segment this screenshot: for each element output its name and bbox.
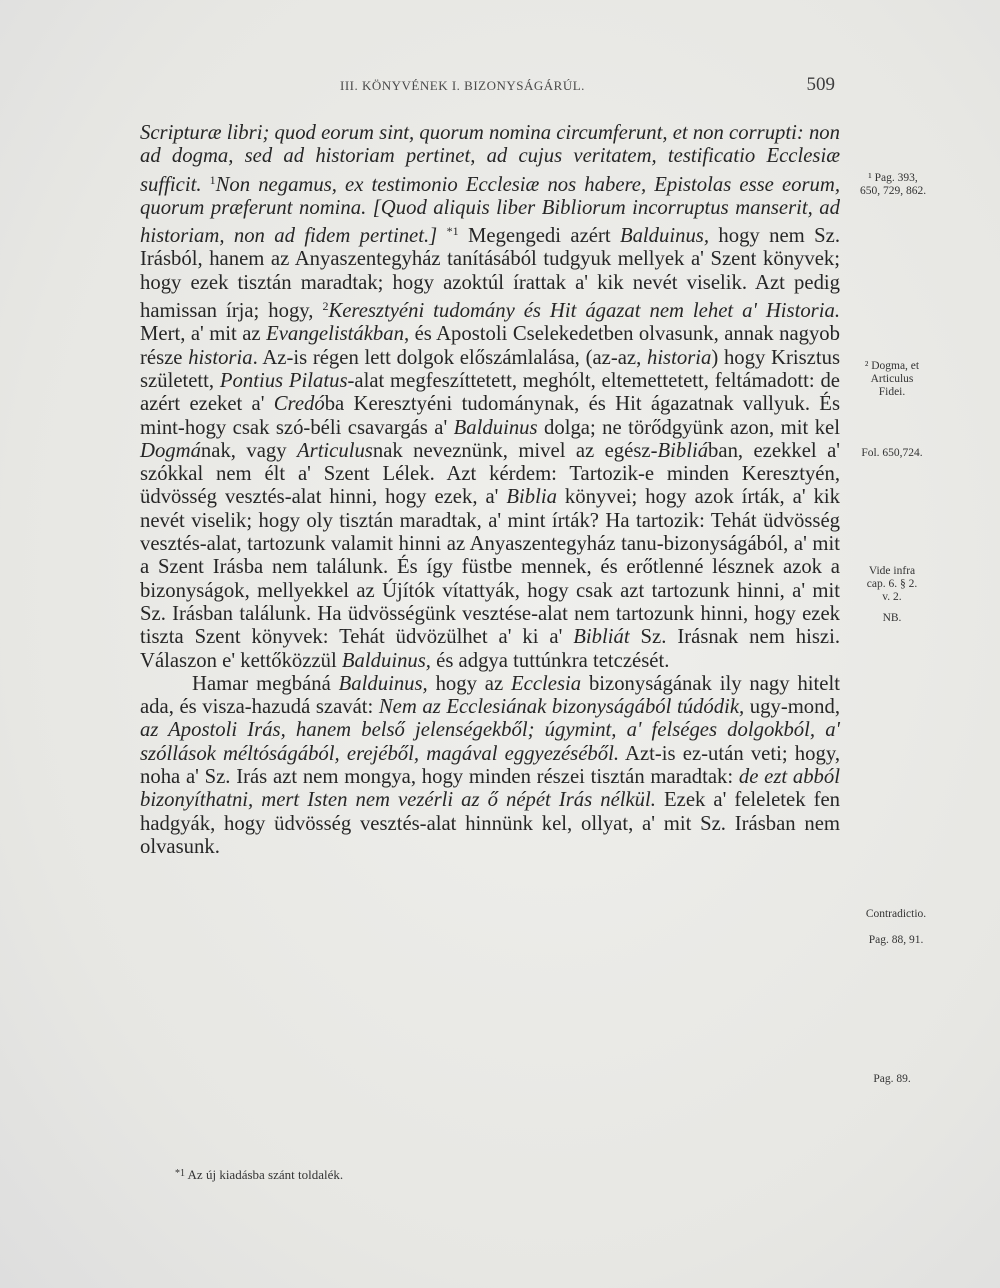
margin-note-line: Articulus (870, 373, 914, 385)
text-run: ba Keresztyéni tudománynak, és Hit ágazatnak vallyuk. És mint-hogy csak szó-béli csavargás a' (140, 393, 840, 439)
footnote (175, 1167, 775, 1183)
text-run: Balduinus, (338, 672, 428, 695)
text-run: Dogmá (140, 439, 201, 462)
text-run: Articulus (297, 439, 373, 462)
margin-note-line: Fol. 650,724. (861, 447, 923, 459)
running-title: III. KÖNYVÉNEK I. BIZONYSÁGÁRÚL. (340, 78, 585, 93)
text-run: ban, ezekkel a' szókkal nem élt a' Szent Lélek. Azt kérdem: Tartozik-e minden Keresztyén, üdvösség vesztés-alat hinni, hogy ezek, a' (140, 439, 840, 509)
text-run: nak, vagy (200, 439, 297, 462)
text-run: Ecclesia (511, 672, 582, 695)
main-text (140, 122, 840, 859)
text-run: Biblia (506, 486, 557, 509)
text-run: Mert, a' mit az (140, 323, 267, 346)
text-run: de ezt abból bizonyíthatni, mert Isten nem vezérli az ő népét Irás nélkül. (140, 766, 840, 812)
text-run: Sz. Irásnak nem hiszi. Válaszon e' kettőközzül (140, 626, 840, 672)
text-run: hogy nem Sz. Irásból, hanem az Anyaszentegyház tanításából tudgyuk mellyek a' Szent könyvek; hogy ezek tisztán maradtak; hogy azoktúl írattak a' kik nevét viselik. Azt pedig hamissan írja; hogy, (140, 225, 840, 323)
margin-note-line: 650, 729, 862. (859, 185, 927, 197)
page-header (140, 74, 835, 102)
paragraph (140, 673, 840, 859)
margin-note-vide-infra (852, 565, 932, 604)
text-run: nak neveznünk, mivel az egész- (372, 439, 658, 462)
margin-note-line: cap. 6. § 2. (866, 578, 918, 590)
text-run: az Apostoli Irás, hanem belső jelenségekből; úgymint, a' felséges dolgokból, a' szóllások méltóságából, erejéből, magával eggyezéséből. (140, 719, 840, 765)
margin-note-pag-89 (852, 1073, 932, 1086)
note-reference: *1 (446, 224, 459, 239)
margin-note-line: Pag. 89. (873, 1073, 911, 1085)
text-run: Megengedi azért (458, 225, 620, 248)
text-run: ugy-mond, (744, 696, 840, 719)
text-run: Azt-is ez-után veti; hogy, noha a' Sz. Irás azt nem mongya, hogy minden részei tisztán maradtak: (140, 742, 840, 789)
text-run: Credó (273, 393, 325, 416)
note-reference: 2 (322, 299, 329, 314)
text-run: Balduinus, (341, 649, 431, 672)
text-run: könyvei; hogy azok írták, a' kik nevét viselik; hogy oly tisztán maradtak, a' mint írták? Ha tartozik: Tehát üdvösség vesztés-alat, tartozunk valamit hinni az Anyaszentegyház tanu-bizonyságából, a' mit a Szent Irásba nem találunk. És így füstbe mennek, és erőtlenné lésznek azok a bizonyságok, mellyekkel az Újítók vítattyák, hogy csak azt tartozunk hinni, a' mit Sz. Irásban találunk. Ha üdvösségünk vesztése-alat nem tartozunk hinni, hogy ezek tiszta Szent könyvek: Tehát üdvözülhet a' ki a' (140, 486, 840, 649)
margin-note-line: ¹ Pag. 393, (868, 172, 918, 184)
margin-note-nb (852, 612, 932, 625)
text-run: Bibliát (573, 626, 630, 649)
margin-note-fol-650 (842, 447, 942, 460)
text-run: Pontius Pilatus (219, 369, 348, 392)
text-run: bizonyságának ily nagy hitelt ada, és visza-hazudá szavát: (140, 672, 840, 719)
text-run: Balduinus (453, 416, 538, 439)
text-run: dolga; ne törődgyünk azon, mit kel (537, 416, 840, 439)
text-run: Keresztyéni tudomány és Hit ágazat nem lehet a' Historia. (328, 300, 840, 323)
margin-note-line: ² Dogma, et (864, 360, 920, 372)
margin-note-line: NB. (882, 612, 902, 624)
text-run: Balduinus, (619, 225, 710, 248)
text-run: historia (188, 346, 253, 369)
margin-note-pag-88 (848, 934, 944, 947)
text-run: Ezek a' feleletek fen hadgyák, hogy üdvösség vesztés-alat hinnünk kel, ollyat, a' mit Sz. Irásban nem olvasunk. (140, 789, 841, 858)
paragraph (140, 122, 840, 673)
text-run: Scripturæ libri; quod eorum sint, quorum nomina circumferunt, et non corrupti: non ad dogma, sed ad historiam pertinet, ad cujus veritatem, testificatio Ecclesiæ sufficit. (140, 122, 840, 196)
text-run: historia (646, 346, 712, 369)
text-run: Nem az Ecclesiának bizonyságából túdódik, (378, 696, 745, 719)
note-reference: 1 (209, 172, 216, 187)
footnote-text: Az új kiadásba szánt toldalék. (187, 1167, 344, 1182)
text-run: Non negamus, ex testimonio Ecclesiæ nos habere, Epistolas esse eorum, quorum præferunt nomina. [Quod aliquis liber Bibliorum incorruptus manserit, ad historiam, non ad fidem pertinet.] (140, 173, 840, 248)
margin-note-line: Fidei. (878, 386, 906, 398)
page-number: 509 (806, 74, 835, 95)
text-run: hogy az (427, 672, 512, 695)
margin-note-line: Contradictio. (865, 908, 927, 920)
margin-note-dogma (852, 360, 932, 399)
margin-note-line: Pag. 88, 91. (868, 934, 924, 946)
text-run: , és Apostoli Cselekedetben olvasunk, annak nagyob része (140, 323, 840, 369)
text-run: ) hogy Krisztus született, (140, 346, 840, 392)
text-run: Bibliá (657, 439, 709, 462)
text-run: Evangelistákban (266, 323, 404, 346)
margin-note-contradictio (848, 908, 944, 921)
text-run: és adgya tuttúnkra tetczését. (430, 649, 670, 672)
text-run: . Az-is régen lett dolgok előszámlalása, (az-az, (252, 346, 647, 369)
text-run: -alat megfeszíttetett, meghólt, eltemettetett, feltámadott: de azért ezeket a' (140, 369, 840, 416)
margin-note-pag-393 (848, 172, 938, 198)
text-run: Hamar megbáná (192, 672, 339, 695)
footnote-mark: *1 (175, 1168, 185, 1179)
margin-note-line: Vide infra (868, 565, 916, 577)
margin-note-line: v. 2. (882, 591, 902, 603)
